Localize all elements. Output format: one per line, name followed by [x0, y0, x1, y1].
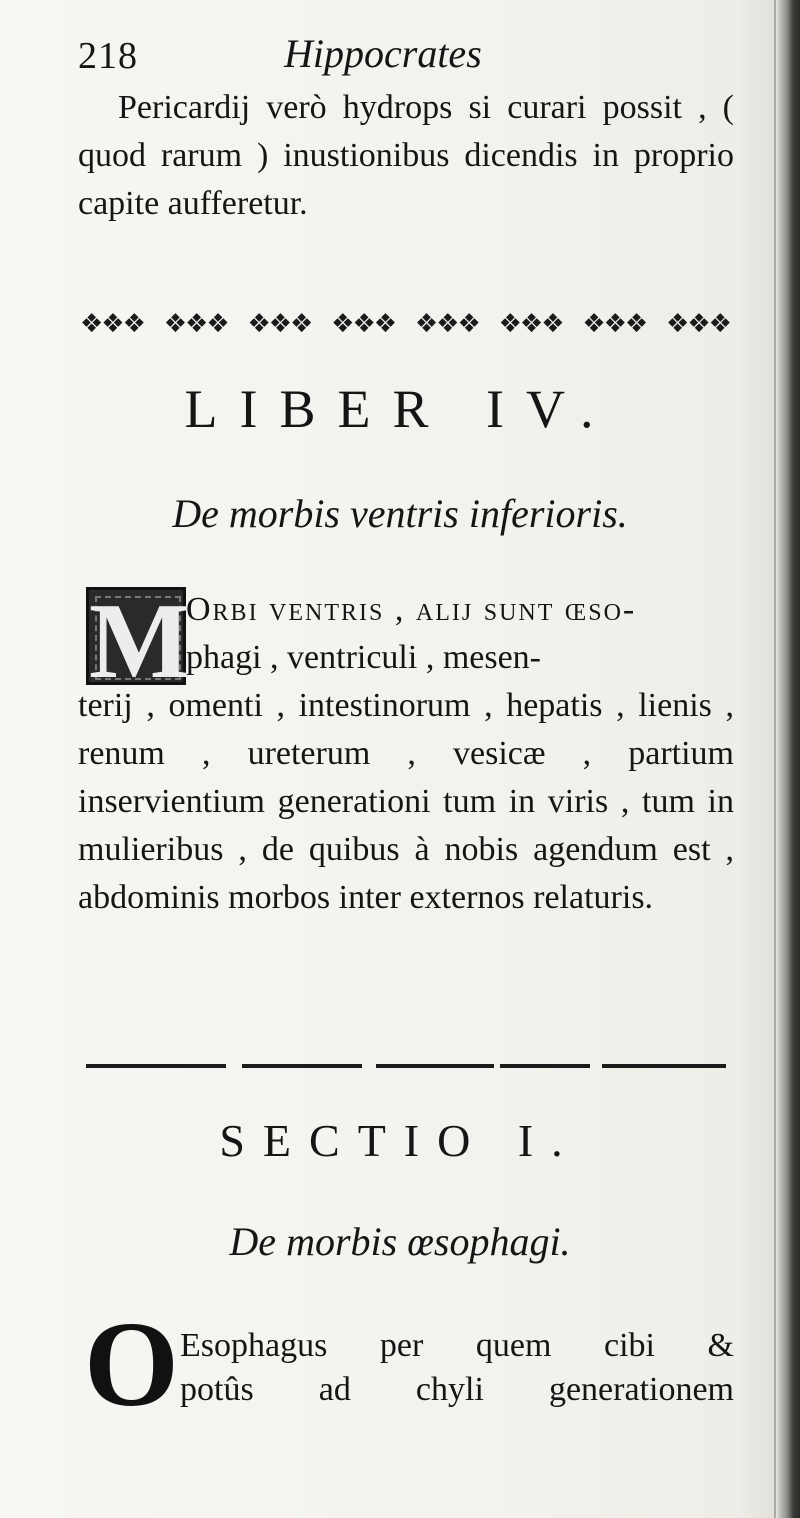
- section-title: SECTIO I.: [219, 1115, 581, 1166]
- rule-segment: [242, 1064, 362, 1068]
- ornament-icon: ❖❖❖: [331, 309, 396, 339]
- section-subtitle: De morbis œsophagi.: [229, 1219, 571, 1264]
- book-subtitle: De morbis ventris inferioris.: [172, 491, 628, 536]
- page-number: 218: [78, 35, 138, 77]
- section-text-line-1: Esophagus per quem cibi &: [180, 1327, 734, 1364]
- intro-second-line: phagi , ventriculi , mesen-: [186, 639, 542, 676]
- ornament-icon: ❖❖❖: [163, 309, 228, 339]
- initial-letter: M: [89, 582, 191, 701]
- rule-segment: [376, 1064, 494, 1068]
- running-title: Hippocrates: [284, 31, 482, 76]
- rule-segment: [500, 1064, 590, 1068]
- section-rule: [86, 1060, 726, 1074]
- decorated-initial: [86, 582, 191, 701]
- ornament-icon: ❖❖❖: [582, 309, 647, 339]
- section-initial: O: [84, 1297, 179, 1432]
- page-header: [78, 30, 738, 82]
- book-title: LIBER IV.: [184, 379, 616, 439]
- rule-segment: [602, 1064, 726, 1068]
- intro-paragraph: terij , omenti , intestinorum , hepatis , lienis , renum , ureterum , vesicæ , partium inservientium generationi tum in viris , tum in mulieribus , de quibus à nobis agendum est , abdominis morbos inter externos relaturis.: [78, 687, 734, 916]
- top-paragraph: Pericardij verò hydrops si curari possit , ( quod rarum ) inustionibus dicendis in proprio capite aufferetur.: [78, 89, 734, 222]
- intro-first-line: Orbi ventris , alij sunt œso-: [186, 591, 637, 628]
- ornament-icon: ❖❖❖: [498, 309, 563, 339]
- page-edge-line: [774, 0, 776, 1518]
- rule-segment: [86, 1064, 226, 1068]
- section-text-line-2: potûs ad chyli generationem: [180, 1371, 734, 1408]
- book-spine: [778, 0, 800, 1518]
- ornament-icon: ❖❖❖: [247, 309, 312, 339]
- ornament-icon: ❖❖❖: [666, 309, 730, 339]
- ornament-icon: ❖❖❖: [80, 309, 144, 339]
- ornamental-border: [80, 306, 730, 342]
- ornament-icon: ❖❖❖: [414, 309, 479, 339]
